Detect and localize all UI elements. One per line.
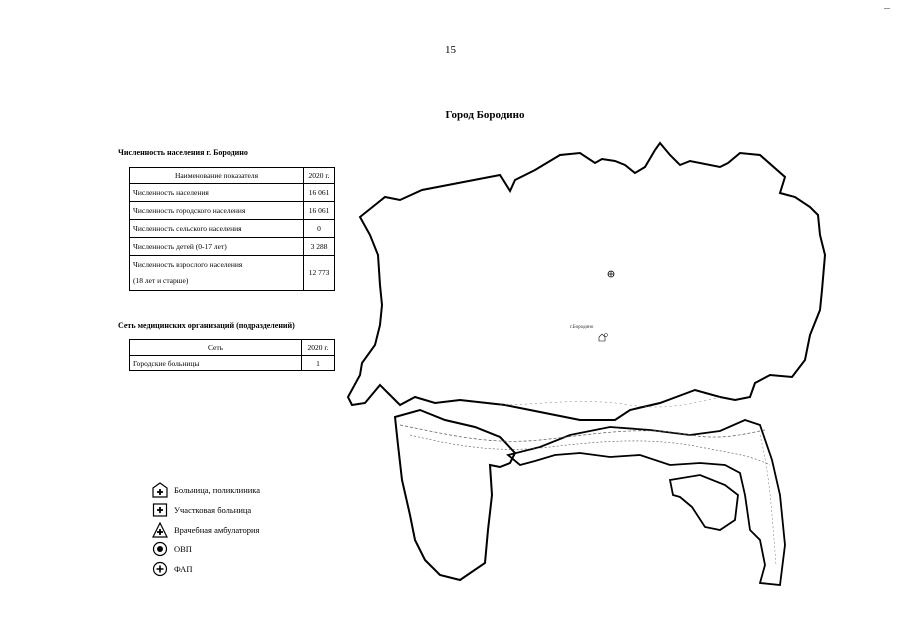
column-header-indicator: Наименование показателя	[130, 168, 304, 184]
row-label: Городские больницы	[130, 356, 302, 371]
row-value: 16 061	[304, 202, 335, 220]
row-value: 12 773	[304, 256, 335, 291]
network-heading: Сеть медицинских организаций (подразделений)	[118, 321, 295, 330]
column-header-network: Сеть	[130, 340, 302, 356]
legend-label: Врачебная амбулатория	[174, 525, 260, 535]
row-value: 0	[304, 220, 335, 238]
row-value: 16 061	[304, 184, 335, 202]
table-row	[130, 184, 335, 202]
legend-item-district-hospital	[152, 502, 251, 518]
city-title: Город Бородино	[445, 109, 525, 121]
legend-item-hospital	[152, 482, 260, 498]
row-value: 3 288	[304, 238, 335, 256]
legend-item-fap	[152, 561, 192, 577]
district-hospital-icon	[152, 502, 168, 518]
legend-label: Больница, поликлиника	[174, 485, 261, 495]
territory-north-outline	[348, 143, 825, 420]
ovp-icon	[152, 541, 168, 557]
settlement-marker-icon	[599, 334, 608, 342]
legend-label: ОВП	[174, 544, 192, 554]
population-heading: Численность населения г. Бородино	[118, 148, 248, 157]
row-label: Численность городского населения	[130, 202, 304, 220]
map-place-label: г.Бородино	[570, 325, 594, 330]
population-table	[129, 167, 335, 291]
river-line	[500, 397, 720, 407]
table-header-row	[130, 168, 335, 184]
territory-inner-outline	[670, 475, 738, 530]
river-line	[410, 435, 770, 465]
city-boundary-map	[340, 135, 840, 605]
column-header-year: 2020 г.	[302, 340, 335, 356]
row-label-continued: (18 лет и старше)	[133, 276, 189, 285]
table-header-row	[130, 340, 335, 356]
table-row	[130, 256, 335, 291]
table-row	[130, 356, 335, 371]
column-header-year: 2020 г.	[304, 168, 335, 184]
row-label: Численность взрослого населения	[133, 260, 243, 269]
hospital-polyclinic-icon	[152, 482, 168, 498]
legend-item-ovp	[152, 541, 192, 557]
row-value: 1	[302, 356, 335, 371]
row-label: Численность сельского населения	[130, 220, 304, 238]
network-table	[129, 339, 335, 371]
legend-label: Участковая больница	[174, 505, 252, 515]
hospital-marker-icon	[608, 271, 614, 277]
territory-south-outline	[508, 420, 785, 585]
fap-icon	[152, 561, 168, 577]
row-label: Численность детей (0-17 лет)	[130, 238, 304, 256]
page-number: 15	[445, 44, 456, 56]
table-row	[130, 202, 335, 220]
legend-label: ФАП	[174, 564, 193, 574]
legend-item-ambulatory	[152, 522, 259, 538]
table-row	[130, 238, 335, 256]
row-label: Численность населения	[130, 184, 304, 202]
medical-ambulatory-icon	[152, 522, 168, 538]
row-label-cell	[130, 256, 304, 291]
river-line	[760, 435, 776, 565]
table-row	[130, 220, 335, 238]
corner-mark	[884, 8, 890, 9]
